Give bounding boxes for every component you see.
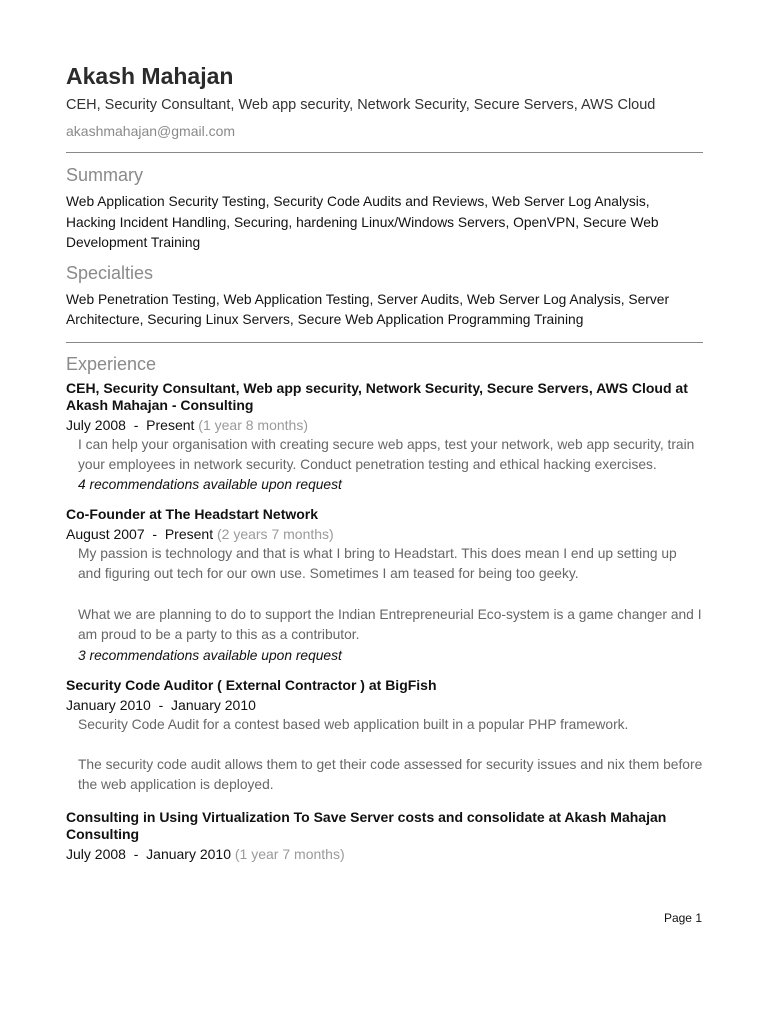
job-description (78, 715, 703, 796)
job-entry (66, 380, 703, 496)
job-dates-line (66, 415, 703, 435)
job-title: Consulting in Using Virtualization To Save Server costs and consolidate at Akash Mahajan Consulting (66, 808, 667, 842)
section-divider (66, 342, 703, 343)
job-title: CEH, Security Consultant, Web app security, Network Security, Secure Servers, AWS Cloud at Akash Mahajan - Consulting (66, 379, 688, 413)
summary-text: Web Application Security Testing, Security Code Audits and Reviews, Web Server Log Analysis, Hacking Incident Handling, Securing, hardening Linux/Windows Servers, OpenVPN, Secure Web Development Training (66, 194, 659, 250)
section-divider (66, 152, 703, 153)
specialties-section (66, 261, 703, 331)
job-entry (66, 809, 703, 864)
summary-title: Summary (66, 165, 144, 185)
job-duration: (1 year 8 months) (198, 416, 309, 433)
job-title: Security Code Auditor ( External Contractor ) at BigFish (66, 676, 437, 693)
name-heading: Akash Mahajan (66, 63, 234, 89)
job-dates: August 2007 - Present (66, 526, 214, 543)
job-entry (66, 677, 703, 796)
job-title: Co-Founder at The Headstart Network (66, 506, 319, 523)
job-dates-line (66, 524, 703, 544)
page-number: Page 1 (663, 911, 702, 925)
experience-section (66, 352, 703, 864)
job-paragraph: My passion is technology and that is what I bring to Headstart. This does mean I end up setting up and figuring out tech for our own use. Sometimes I am teased for being too geeky. (78, 546, 677, 582)
specialties-title: Specialties (66, 262, 154, 283)
job-dates-line (66, 844, 703, 864)
job-paragraph: The security code audit allows them to get their code assessed for security issues and nix them before the web application is deployed. (78, 757, 703, 793)
job-paragraph: What we are planning to do to support the Indian Entrepreneurial Eco-system is a game changer and I am proud to be a party to this as a contributor. (78, 606, 702, 643)
job-dates: January 2010 - January 2010 (66, 696, 256, 713)
job-entry (66, 506, 703, 665)
job-dates-line (66, 695, 703, 715)
specialties-text: Web Penetration Testing, Web Application Testing, Server Audits, Web Server Log Analysis, Server Architecture, Securing Linux Servers, Secure Web Application Programming Training (66, 291, 670, 327)
job-dates: July 2008 - January 2010 (66, 845, 231, 862)
experience-title: Experience (66, 353, 157, 374)
job-duration: (1 year 7 months) (234, 845, 345, 862)
job-paragraph: I can help your organisation with creating secure web apps, test your network, web app security, train your employees in network security. Conduct penetration testing and ethical hacking exercises. (78, 436, 695, 472)
resume-page (66, 60, 703, 864)
job-description (78, 544, 703, 645)
summary-section (66, 163, 703, 254)
job-dates: July 2008 - Present (66, 416, 195, 433)
job-recommendations: 4 recommendations available upon request (78, 477, 342, 493)
job-paragraph: Security Code Audit for a contest based web application built in a popular PHP framework. (78, 716, 629, 732)
job-duration: (2 years 7 months) (216, 526, 334, 543)
job-description (78, 435, 703, 476)
job-recommendations: 3 recommendations available upon request (78, 647, 342, 663)
email-address: akashmahajan@gmail.com (66, 123, 236, 139)
headline: CEH, Security Consultant, Web app security, Network Security, Secure Servers, AWS Cloud (66, 97, 656, 113)
